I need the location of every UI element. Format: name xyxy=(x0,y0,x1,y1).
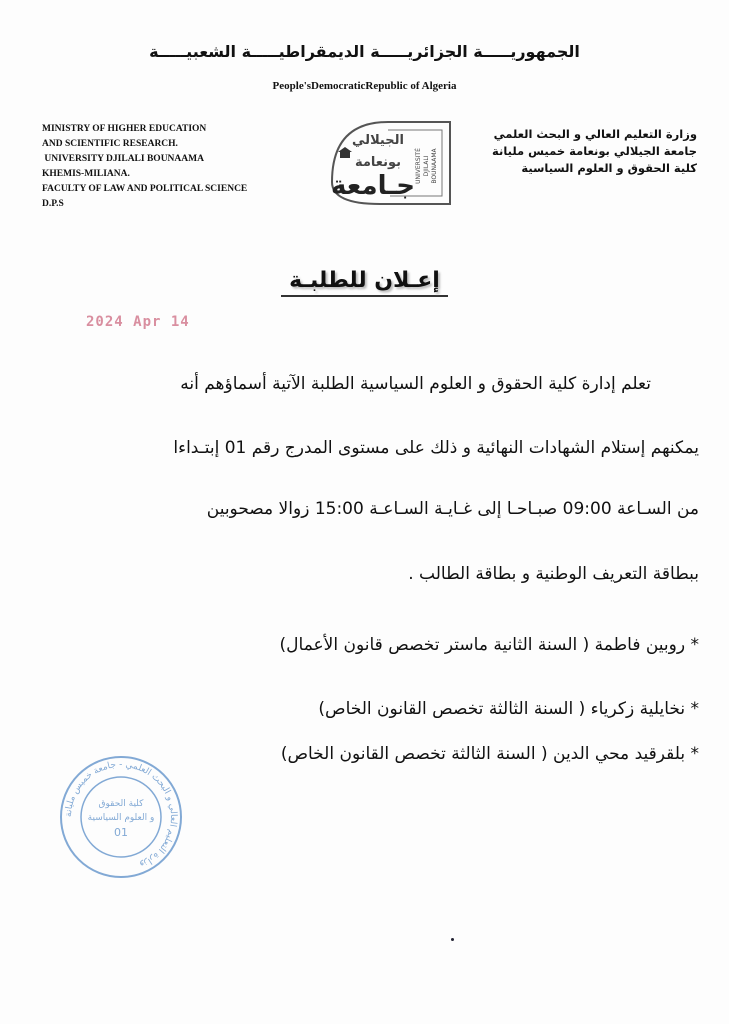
body-line-1: تعلم إدارة كلية الحقوق و العلوم السياسية الطلبة الآتية أسماؤهم أنه xyxy=(180,374,651,394)
ministry-block-arabic xyxy=(467,126,697,177)
logo-text-ar-mid: بونعامة xyxy=(354,155,402,170)
logo-text-fr-3: BOUNAAMA xyxy=(431,148,438,184)
logo-text-ar-top: الجيلالي xyxy=(352,133,404,148)
stamp-ring-text: وزارة التعليم العالي و البحث العلمي - جامعة خميس مليانة xyxy=(63,759,179,870)
announcement-title: إعـلان للطلبـة xyxy=(281,268,448,297)
university-logo xyxy=(318,112,460,212)
student-item: * نخايلية زكرياء ( السنة الثالثة تخصص القانون الخاص) xyxy=(318,699,699,719)
republic-title-english: People'sDemocraticRepublic of Algeria xyxy=(272,80,457,92)
scan-speck xyxy=(451,938,454,941)
page-title xyxy=(0,268,729,293)
ministry-ar-line: وزارة التعليم العالي و البحث العلمي xyxy=(493,127,697,141)
ministry-en-line: UNIVERSITY DJILALI BOUNAAMA xyxy=(42,154,204,164)
stamp-inner-3: 01 xyxy=(114,826,128,839)
republic-title-arabic: الجمهوريـــــة الجزائريـــــة الديمقراطيـــــة الشعبيـــــة xyxy=(149,42,580,61)
ministry-en-line: AND SCIENTIFIC RESEARCH. xyxy=(42,139,178,149)
svg-text:جـامعة: جـامعة xyxy=(331,171,415,201)
ministry-en-line: KHEMIS-MILIANA. xyxy=(42,169,130,179)
ministry-en-line: FACULTY OF LAW AND POLITICAL SCIENCE xyxy=(42,184,248,194)
student-item: * روبين فاطمة ( السنة الثانية ماستر تخصص قانون الأعمال) xyxy=(279,635,699,655)
stamp-inner-1: كلية الحقوق xyxy=(98,799,144,809)
ministry-ar-line: جامعة الجيلالي بونعامة خميس مليانة xyxy=(492,144,697,158)
student-item: * بلقرقيد محي الدين ( السنة الثالثة تخصص القانون الخاص) xyxy=(280,744,699,764)
logo-text-fr-2: DJILALI xyxy=(423,155,430,177)
date-stamp: 2024 Apr 14 xyxy=(86,314,190,330)
stamp-inner-2: و العلوم السياسية xyxy=(87,813,155,823)
ministry-en-line: D.P.S xyxy=(42,199,64,209)
graduation-cap-icon xyxy=(340,152,350,158)
body-line-4: ببطاقة التعريف الوطنية و بطاقة الطالب . xyxy=(408,564,699,584)
ministry-block-english xyxy=(42,122,302,212)
official-stamp xyxy=(56,752,186,882)
ministry-en-line: MINISTRY OF HIGHER EDUCATION xyxy=(42,124,207,134)
logo-text-fr-1: UNIVERSITÉ xyxy=(415,148,422,184)
body-line-3: من السـاعة 09:00 صبـاحـا إلى غـايـة السـاعـة 15:00 زوالا مصحوبين xyxy=(206,499,699,519)
ministry-ar-line: كلية الحقوق و العلوم السياسية xyxy=(521,161,697,175)
body-line-2: يمكنهم إستلام الشهادات النهائية و ذلك على مستوى المدرج رقم 01 إبتـداءا xyxy=(173,438,699,458)
